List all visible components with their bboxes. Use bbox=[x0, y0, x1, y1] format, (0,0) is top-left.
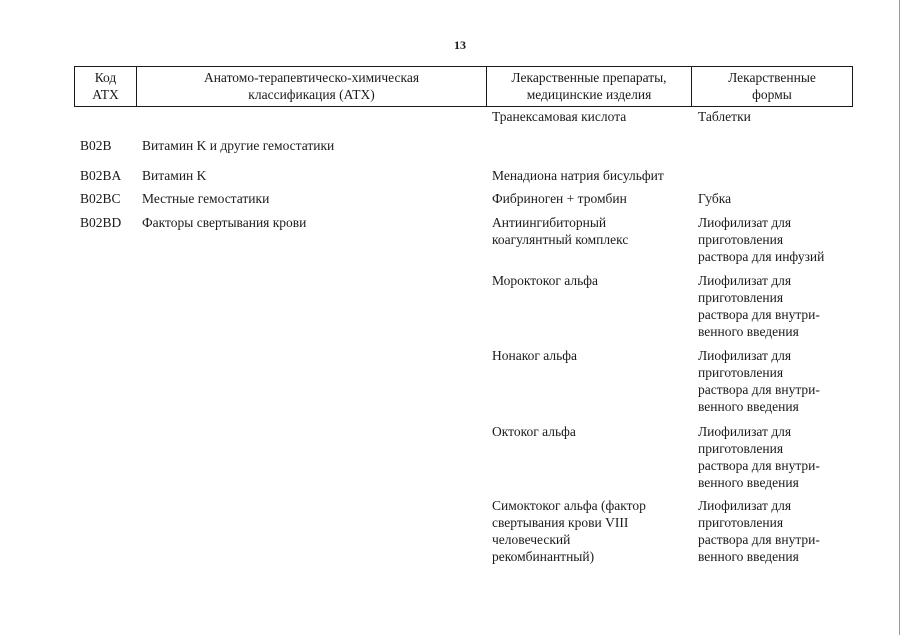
row-1-code: B02B bbox=[80, 138, 112, 153]
row-8-form: Лиофилизат для приготовления раствора для внутри- венного введения bbox=[698, 498, 820, 564]
row-3-drug: Фибриноген + тромбин bbox=[492, 191, 627, 206]
table-header bbox=[74, 66, 853, 107]
row-4-form: Лиофилизат для приготовления раствора для инфузий bbox=[698, 215, 825, 264]
row-0-drug: Транексамовая кислота bbox=[492, 109, 627, 124]
row-5-form: Лиофилизат для приготовления раствора для внутри- венного введения bbox=[698, 273, 820, 339]
row-5-drug: Мороктоког альфа bbox=[492, 273, 599, 288]
row-3-atc: Местные гемостатики bbox=[142, 191, 270, 206]
row-0-form: Таблетки bbox=[698, 109, 751, 124]
row-3-form: Губка bbox=[698, 191, 732, 206]
row-1-atc: Витамин K и другие гемостатики bbox=[142, 138, 335, 153]
row-6-drug: Нонаког альфа bbox=[492, 348, 577, 363]
row-7-drug: Октоког альфа bbox=[492, 424, 576, 439]
header-dosage-forms: Лекарственные формы bbox=[728, 70, 816, 102]
header-code: Код АТХ bbox=[75, 67, 137, 106]
header-drugs: Лекарственные препараты, медицинские изделия bbox=[487, 67, 692, 106]
row-6-form: Лиофилизат для приготовления раствора для внутри- венного введения bbox=[698, 348, 820, 414]
row-4-drug: Антиингибиторный коагулянтный комплекс bbox=[492, 215, 629, 247]
row-4-code: B02BD bbox=[80, 215, 122, 230]
row-7-form: Лиофилизат для приготовления раствора для внутри- венного введения bbox=[698, 424, 820, 490]
row-3-code: B02BC bbox=[80, 191, 121, 206]
row-4-atc: Факторы свертывания крови bbox=[142, 215, 307, 230]
row-2-drug: Менадиона натрия бисульфит bbox=[492, 168, 664, 183]
row-8-drug: Симоктоког альфа (фактор свертывания крови VIII человеческий рекомбинантный) bbox=[492, 498, 646, 564]
page-number: 13 bbox=[454, 38, 466, 52]
row-2-atc: Витамин K bbox=[142, 168, 207, 183]
row-2-code: B02BA bbox=[80, 168, 122, 183]
header-atc-classification: Анатомо-терапевтическо-химическая классификация (АТХ) bbox=[137, 67, 487, 106]
page-edge-line bbox=[899, 0, 900, 635]
